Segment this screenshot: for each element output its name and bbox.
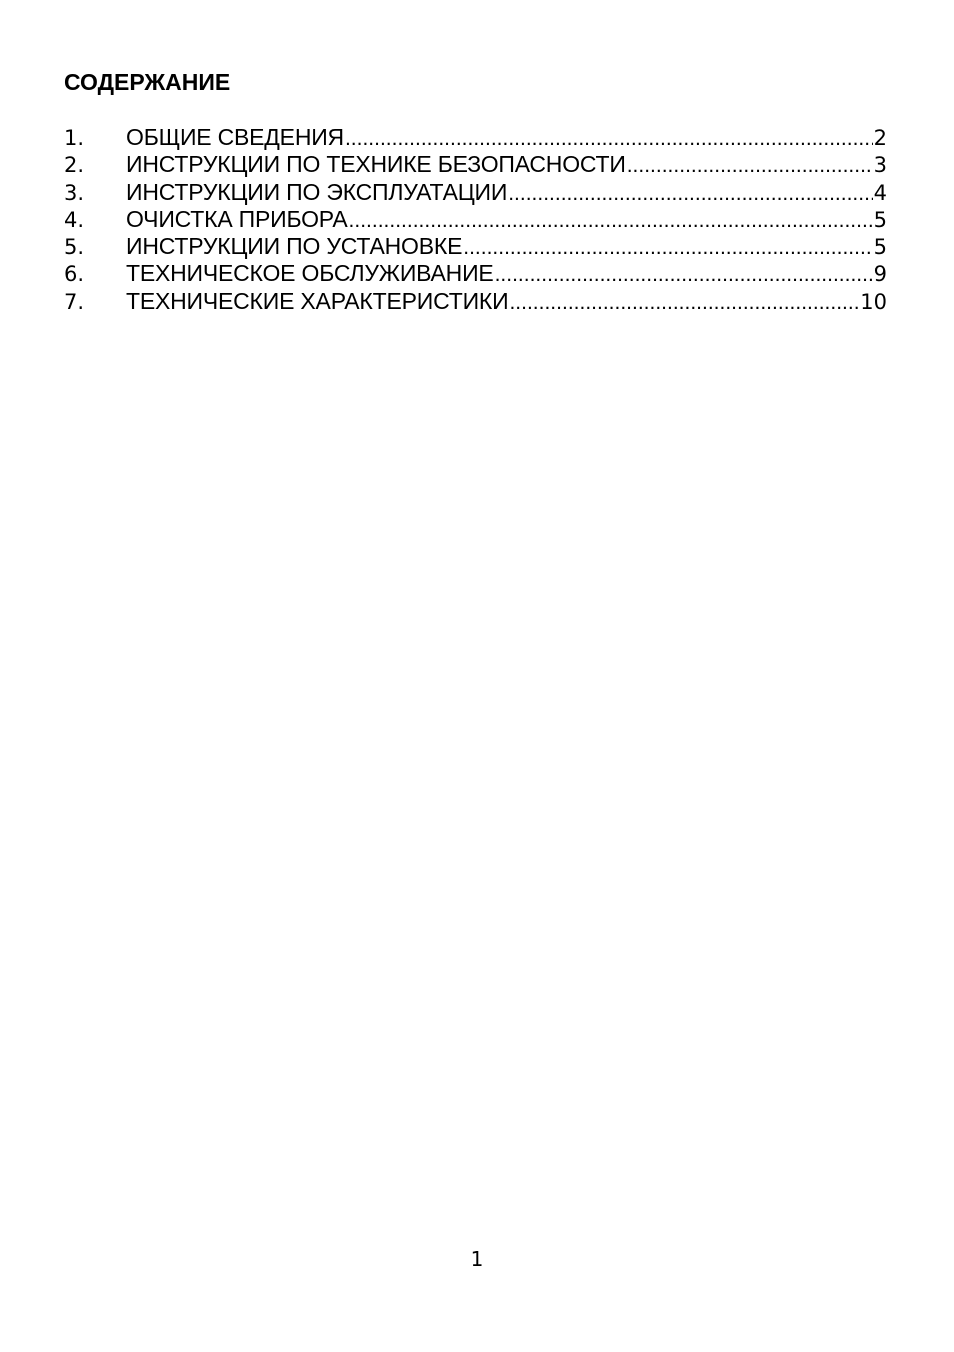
toc-leader-dots: [508, 180, 872, 207]
toc-leader-dots: [349, 207, 873, 234]
toc-entry-label: ТЕХНИЧЕСКОЕ ОБСЛУЖИВАНИЕ: [126, 260, 494, 287]
toc-entry[interactable]: [64, 260, 887, 287]
toc-entry-label: ОБЩИЕ СВЕДЕНИЯ: [126, 124, 344, 150]
toc-entry-page: 2: [873, 126, 887, 150]
toc-entry-page: 4: [873, 180, 887, 205]
toc-entry-number: 7.: [64, 289, 85, 314]
table-of-contents: [64, 124, 887, 315]
toc-entry-number: 4.: [64, 207, 85, 232]
toc-leader-dots: [345, 125, 873, 152]
toc-entry[interactable]: [64, 124, 887, 151]
toc-entry[interactable]: [64, 233, 887, 260]
toc-entry-page: 10: [860, 289, 887, 314]
toc-leader-dots: [509, 289, 859, 316]
toc-entry-page: 5: [873, 235, 887, 260]
toc-leader-dots: [495, 261, 873, 288]
toc-entry-label: ТЕХНИЧЕСКИЕ ХАРАКТЕРИСТИКИ: [126, 287, 509, 314]
toc-leader-dots: [627, 152, 873, 179]
page-number: 1: [470, 1247, 484, 1271]
toc-entry-number: 1.: [64, 126, 85, 150]
toc-entry-page: 3: [873, 153, 887, 178]
toc-entry-label: ИНСТРУКЦИИ ПО ЭКСПЛУАТАЦИИ: [126, 178, 508, 205]
toc-entry-number: 6.: [64, 262, 85, 287]
toc-entry-page: 9: [873, 262, 887, 287]
toc-entry[interactable]: [64, 206, 887, 233]
toc-entry-label: ОЧИСТКА ПРИБОРА: [126, 205, 348, 232]
toc-entry[interactable]: [64, 151, 887, 178]
toc-entry[interactable]: [64, 179, 887, 206]
toc-entry-number: 5.: [64, 235, 85, 260]
toc-entry-label: ИНСТРУКЦИИ ПО ТЕХНИКЕ БЕЗОПАСНОСТИ: [126, 151, 626, 178]
toc-entry-number: 3.: [64, 180, 85, 205]
toc-entry-page: 5: [873, 207, 887, 232]
toc-entry-label: ИНСТРУКЦИИ ПО УСТАНОВКЕ: [126, 233, 463, 260]
toc-leader-dots: [463, 234, 872, 261]
page-title: СОДЕРЖАНИЕ: [64, 69, 231, 95]
toc-entry-number: 2.: [64, 153, 85, 178]
toc-entry[interactable]: [64, 288, 887, 315]
